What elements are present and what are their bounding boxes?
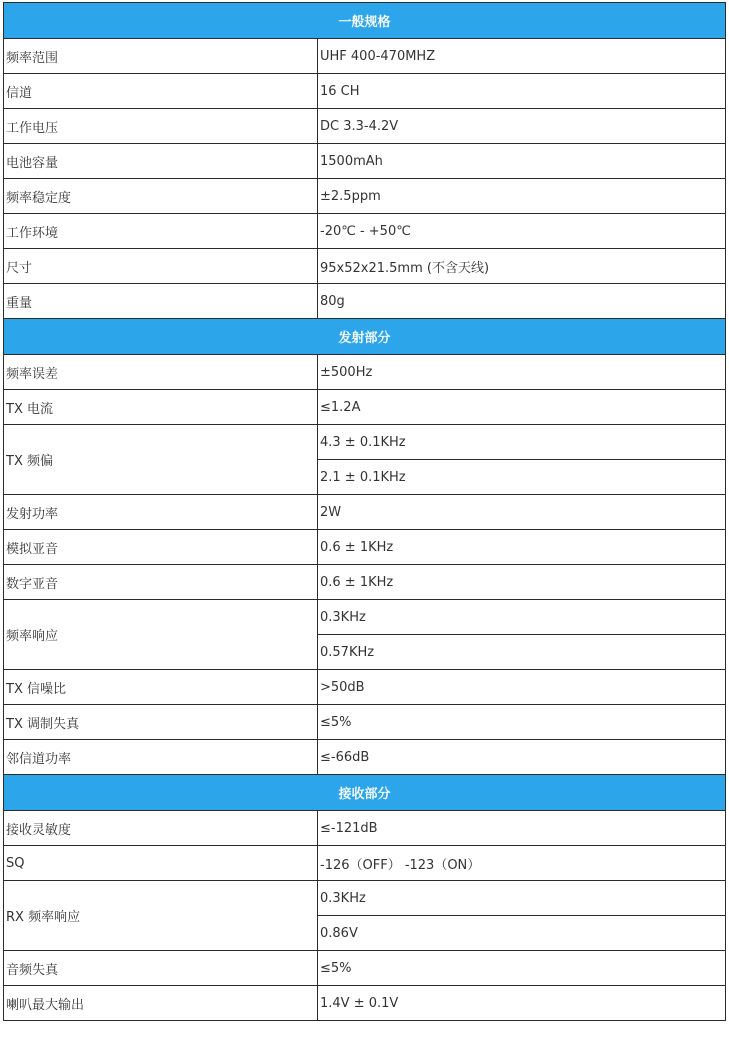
- table-row: [4, 109, 726, 144]
- spec-value: ≤-66dB: [318, 740, 726, 775]
- table-row: [4, 811, 726, 846]
- spec-label: 音频失真: [4, 951, 318, 986]
- table-row: [4, 670, 726, 705]
- table-row: [4, 705, 726, 740]
- spec-label: 发射功率: [4, 495, 318, 530]
- spec-label: 电池容量: [4, 144, 318, 179]
- spec-label: 接收灵敏度: [4, 811, 318, 846]
- spec-value: 95x52x21.5mm (不含天线): [318, 249, 726, 284]
- spec-value: ±500Hz: [318, 355, 726, 390]
- spec-value: 2W: [318, 495, 726, 530]
- table-row: [4, 600, 726, 635]
- spec-value: -20℃ - +50℃: [318, 214, 726, 249]
- spec-label: 数字亚音: [4, 565, 318, 600]
- section-header-row: [4, 3, 726, 39]
- spec-value: >50dB: [318, 670, 726, 705]
- spec-label: 频率误差: [4, 355, 318, 390]
- spec-label: 重量: [4, 284, 318, 319]
- spec-value: 16 CH: [318, 74, 726, 109]
- spec-value: 0.6 ± 1KHz: [318, 530, 726, 565]
- spec-value: 0.3KHz: [318, 881, 726, 916]
- spec-value: DC 3.3-4.2V: [318, 109, 726, 144]
- section-title: 发射部分: [4, 319, 726, 355]
- spec-value: ≤5%: [318, 951, 726, 986]
- spec-value: 0.86V: [318, 916, 726, 951]
- spec-value: 0.6 ± 1KHz: [318, 565, 726, 600]
- table-row: [4, 425, 726, 460]
- spec-value: 1.4V ± 0.1V: [318, 986, 726, 1021]
- spec-label: TX 信噪比: [4, 670, 318, 705]
- spec-value: 80g: [318, 284, 726, 319]
- spec-label: 喇叭最大输出: [4, 986, 318, 1021]
- spec-label: 信道: [4, 74, 318, 109]
- table-row: [4, 495, 726, 530]
- table-row: [4, 846, 726, 881]
- table-row: [4, 986, 726, 1021]
- section-title: 一般规格: [4, 3, 726, 39]
- spec-value: ≤-121dB: [318, 811, 726, 846]
- spec-value: 2.1 ± 0.1KHz: [318, 460, 726, 495]
- spec-value: 1500mAh: [318, 144, 726, 179]
- spec-label: 尺寸: [4, 249, 318, 284]
- spec-label: 频率稳定度: [4, 179, 318, 214]
- table-row: [4, 355, 726, 390]
- table-row: [4, 740, 726, 775]
- spec-value: 4.3 ± 0.1KHz: [318, 425, 726, 460]
- spec-label: TX 调制失真: [4, 705, 318, 740]
- spec-label: 频率响应: [4, 600, 318, 670]
- spec-value: ≤1.2A: [318, 390, 726, 425]
- table-row: [4, 179, 726, 214]
- spec-value: -126（OFF） -123（ON）: [318, 846, 726, 881]
- spec-label: 邻信道功率: [4, 740, 318, 775]
- spec-value: 0.57KHz: [318, 635, 726, 670]
- spec-label: 工作环境: [4, 214, 318, 249]
- table-row: [4, 284, 726, 319]
- table-row: [4, 565, 726, 600]
- spec-label: 工作电压: [4, 109, 318, 144]
- spec-table: [3, 2, 726, 1021]
- spec-table-body: [4, 3, 726, 1021]
- spec-label: SQ: [4, 846, 318, 881]
- spec-label: 频率范围: [4, 39, 318, 74]
- table-row: [4, 74, 726, 109]
- section-header-row: [4, 775, 726, 811]
- table-row: [4, 39, 726, 74]
- table-row: [4, 530, 726, 565]
- section-header-row: [4, 319, 726, 355]
- spec-label: 模拟亚音: [4, 530, 318, 565]
- spec-value: UHF 400-470MHZ: [318, 39, 726, 74]
- spec-label: RX 频率响应: [4, 881, 318, 951]
- table-row: [4, 951, 726, 986]
- section-title: 接收部分: [4, 775, 726, 811]
- table-row: [4, 881, 726, 916]
- spec-value: ±2.5ppm: [318, 179, 726, 214]
- table-row: [4, 390, 726, 425]
- spec-label: TX 电流: [4, 390, 318, 425]
- spec-value: ≤5%: [318, 705, 726, 740]
- table-row: [4, 249, 726, 284]
- table-row: [4, 214, 726, 249]
- spec-label: TX 频偏: [4, 425, 318, 495]
- spec-value: 0.3KHz: [318, 600, 726, 635]
- table-row: [4, 144, 726, 179]
